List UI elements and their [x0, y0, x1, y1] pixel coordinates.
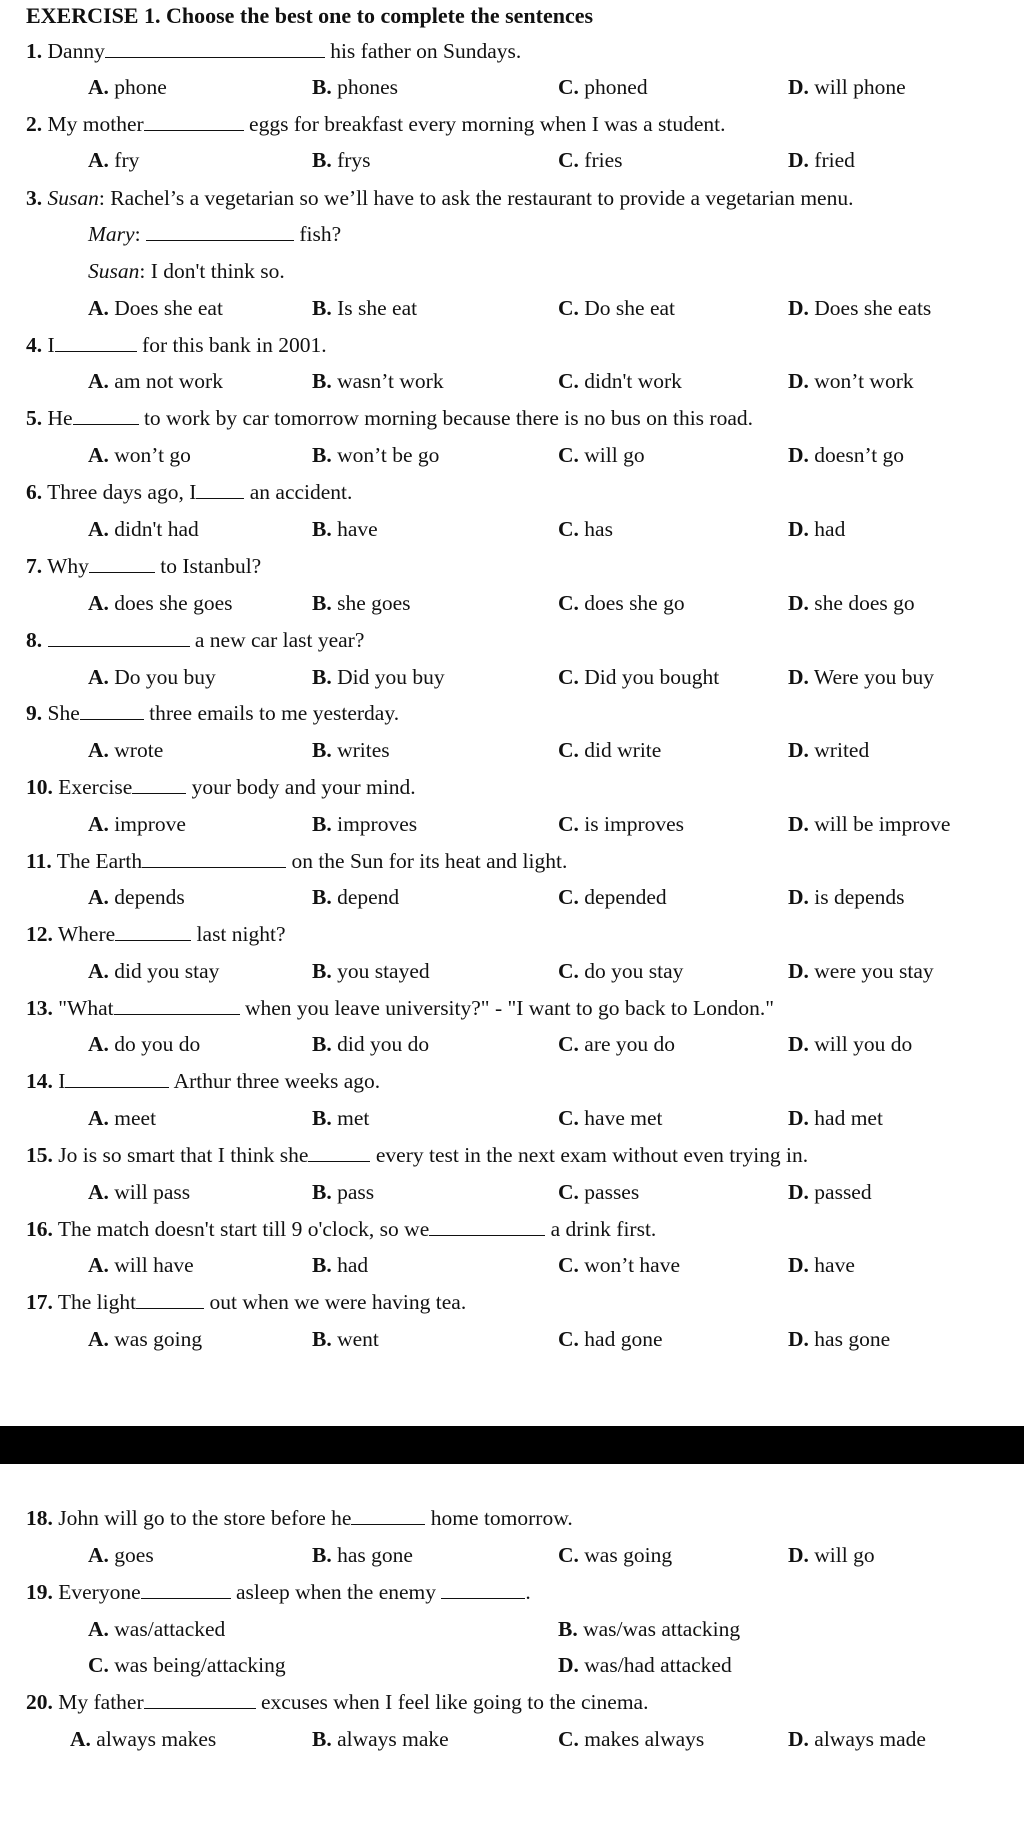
- option-a[interactable]: A. was/attacked: [88, 1617, 226, 1641]
- option-a[interactable]: A. will pass: [88, 1180, 191, 1204]
- answer-blank: [132, 775, 186, 794]
- option-b[interactable]: B. improves: [312, 812, 418, 836]
- question-text-before: Everyone: [58, 1580, 141, 1604]
- option-d[interactable]: D. has gone: [788, 1327, 891, 1351]
- option-b[interactable]: B. phones: [312, 75, 399, 99]
- option-c[interactable]: C. passes: [558, 1180, 640, 1204]
- option-c[interactable]: C. has: [558, 517, 613, 541]
- option-a[interactable]: A. wrote: [88, 738, 164, 762]
- option-a[interactable]: A. goes: [88, 1543, 154, 1567]
- option-d[interactable]: D. Does she eats: [788, 296, 932, 320]
- question-text-after: your body and your mind.: [191, 775, 416, 799]
- option-c[interactable]: C. is improves: [558, 812, 685, 836]
- option-b[interactable]: B. had: [312, 1253, 369, 1277]
- option-a[interactable]: A. will have: [88, 1253, 194, 1277]
- question-text-before: I: [47, 333, 55, 357]
- option-a[interactable]: A. do you do: [88, 1032, 201, 1056]
- answer-blank: [80, 701, 144, 720]
- question-number: 20.: [26, 1690, 53, 1714]
- option-c[interactable]: C. does she go: [558, 591, 685, 615]
- question-number: 2.: [26, 112, 43, 136]
- question-18: [26, 1505, 573, 1531]
- option-b[interactable]: B. frys: [312, 148, 371, 172]
- question-8: [26, 627, 364, 653]
- question-text-after: home tomorrow.: [430, 1506, 573, 1530]
- option-b[interactable]: B. Is she eat: [312, 296, 418, 320]
- option-d[interactable]: D. will phone: [788, 75, 906, 99]
- answer-blank: [144, 1690, 256, 1709]
- option-d[interactable]: D. were you stay: [788, 959, 934, 983]
- question-10: [26, 774, 416, 800]
- dialogue-text: : Rachel’s a vegetarian so we’ll have to ask the restaurant to provide a vegetarian menu.: [98, 186, 854, 210]
- question-text-after: for this bank in 2001.: [142, 333, 327, 357]
- question-text-before: Where: [57, 922, 116, 946]
- option-c[interactable]: C. have met: [558, 1106, 663, 1130]
- question-number: 19.: [26, 1580, 53, 1604]
- question-text-after: to Istanbul?: [160, 554, 262, 578]
- question-number: 18.: [26, 1506, 53, 1530]
- question-text-before: My mother: [47, 112, 144, 136]
- answer-blank: [441, 1580, 525, 1599]
- option-d[interactable]: D. won’t work: [788, 369, 914, 393]
- option-c[interactable]: C. depended: [558, 885, 667, 909]
- exercise-title: EXERCISE 1. Choose the best one to complete the sentences: [26, 3, 594, 28]
- answer-blank: [89, 554, 155, 573]
- question-text-after: out when we were having tea.: [209, 1290, 467, 1314]
- question-1: [26, 38, 521, 64]
- question-text-before: The light: [57, 1290, 137, 1314]
- option-a[interactable]: A. meet: [88, 1106, 157, 1130]
- speaker-name: Mary: [88, 222, 135, 246]
- question-number: 8.: [26, 628, 43, 652]
- question-number: 17.: [26, 1290, 53, 1314]
- question-text-after: when you leave university?" - "I want to go back to London.": [244, 996, 775, 1020]
- option-c[interactable]: C. didn't work: [558, 369, 682, 393]
- speaker-name: Susan: [88, 259, 140, 283]
- answer-blank: [308, 1143, 370, 1162]
- option-b[interactable]: B. pass: [312, 1180, 375, 1204]
- option-c[interactable]: C. Did you bought: [558, 665, 720, 689]
- option-d[interactable]: D. passed: [788, 1180, 872, 1204]
- option-a[interactable]: A. does she goes: [88, 591, 233, 615]
- answer-blank: [114, 996, 240, 1015]
- question-text-before: The match doesn't start till 9 o'clock, so we: [57, 1217, 430, 1241]
- option-a[interactable]: A. always makes: [70, 1727, 217, 1751]
- option-a[interactable]: A. phone: [88, 75, 167, 99]
- question-text-after: an accident.: [249, 480, 353, 504]
- option-d[interactable]: D. will be improve: [788, 812, 951, 836]
- option-a[interactable]: A. did you stay: [88, 959, 220, 983]
- option-b[interactable]: B. has gone: [312, 1543, 413, 1567]
- option-c[interactable]: C. makes always: [558, 1727, 705, 1751]
- question-3-line-2: Mary: fish?: [88, 222, 342, 246]
- answer-blank: [115, 922, 191, 941]
- question-text-before: She: [47, 701, 80, 725]
- option-b[interactable]: B. was/was attacking: [558, 1617, 741, 1641]
- answer-blank: [196, 480, 244, 499]
- option-c[interactable]: C. did write: [558, 738, 662, 762]
- question-11: [26, 848, 567, 874]
- option-b[interactable]: B. always make: [312, 1727, 449, 1751]
- page-divider-bar: [0, 1426, 1024, 1464]
- question-5: [26, 405, 753, 431]
- answer-blank: [142, 849, 286, 868]
- question-text-before: "What: [58, 996, 114, 1020]
- option-a[interactable]: A. fry: [88, 148, 140, 172]
- question-4: [26, 332, 327, 358]
- question-14: [26, 1068, 380, 1094]
- option-d[interactable]: D. will you do: [788, 1032, 913, 1056]
- dialogue-text: fish?: [299, 222, 342, 246]
- answer-blank: [65, 1069, 169, 1088]
- option-d[interactable]: D. was/had attacked: [558, 1653, 732, 1677]
- option-c[interactable]: C. had gone: [558, 1327, 663, 1351]
- question-text-after: his father on Sundays.: [330, 39, 522, 63]
- question-text-after: on the Sun for its heat and light.: [291, 849, 568, 873]
- question-text-before: Danny: [47, 39, 105, 63]
- option-d[interactable]: D. is depends: [788, 885, 905, 909]
- option-d[interactable]: D. had met: [788, 1106, 883, 1130]
- answer-blank: [55, 333, 137, 352]
- question-text-before: My father: [58, 1690, 144, 1714]
- option-b[interactable]: B. went: [312, 1327, 379, 1351]
- answer-blank: [48, 628, 190, 647]
- question-text-before: He: [47, 406, 73, 430]
- option-a[interactable]: A. was going: [88, 1327, 203, 1351]
- question-20: [26, 1689, 648, 1715]
- option-d[interactable]: D. will go: [788, 1543, 875, 1567]
- question-6: [26, 479, 352, 505]
- option-c[interactable]: C. phoned: [558, 75, 648, 99]
- question-text-after: .: [525, 1580, 531, 1604]
- option-b[interactable]: B. have: [312, 517, 378, 541]
- question-text-after: to work by car tomorrow morning because there is no bus on this road.: [143, 406, 753, 430]
- question-13: [26, 995, 774, 1021]
- option-a[interactable]: A. Does she eat: [88, 296, 223, 320]
- option-c[interactable]: C. will go: [558, 443, 645, 467]
- question-text-before: Jo is so smart that I think she: [58, 1143, 309, 1167]
- answer-blank: [141, 1580, 231, 1599]
- question-text-middle: asleep when the enemy: [236, 1580, 437, 1604]
- option-c[interactable]: C. fries: [558, 148, 623, 172]
- question-text-before: I: [58, 1069, 66, 1093]
- option-d[interactable]: D. doesn’t go: [788, 443, 905, 467]
- answer-blank: [429, 1217, 545, 1236]
- question-19: [26, 1579, 531, 1605]
- option-b[interactable]: B. Did you buy: [312, 665, 445, 689]
- question-text-after: every test in the next exam without even trying in.: [375, 1143, 809, 1167]
- option-a[interactable]: A. depends: [88, 885, 185, 909]
- question-2: [26, 111, 725, 137]
- option-b[interactable]: B. she goes: [312, 591, 411, 615]
- question-text-after: eggs for breakfast every morning when I was a student.: [249, 112, 726, 136]
- question-text-before: Three days ago, I: [47, 480, 197, 504]
- question-9: [26, 700, 399, 726]
- question-3: [26, 185, 853, 211]
- option-c[interactable]: C. are you do: [558, 1032, 676, 1056]
- option-a[interactable]: A. won’t go: [88, 443, 191, 467]
- question-number: 4.: [26, 333, 43, 357]
- option-c[interactable]: C. was going: [558, 1543, 673, 1567]
- question-7: [26, 553, 261, 579]
- question-text-before: Why: [47, 554, 89, 578]
- option-c[interactable]: C. Do she eat: [558, 296, 676, 320]
- answer-blank: [136, 1290, 204, 1309]
- option-a[interactable]: A. Do you buy: [88, 665, 216, 689]
- question-15: [26, 1142, 808, 1168]
- question-3-line-3: [88, 258, 285, 284]
- option-b[interactable]: B. did you do: [312, 1032, 430, 1056]
- question-number: 16.: [26, 1217, 53, 1241]
- option-d[interactable]: D. she does go: [788, 591, 915, 615]
- option-a[interactable]: A. improve: [88, 812, 186, 836]
- option-d[interactable]: D. have: [788, 1253, 855, 1277]
- question-text-after: excuses when I feel like going to the cinema.: [261, 1690, 649, 1714]
- question-number: 9.: [26, 701, 43, 725]
- question-number: 10.: [26, 775, 53, 799]
- answer-blank: [144, 112, 244, 131]
- question-16: [26, 1216, 656, 1242]
- question-17: [26, 1289, 466, 1315]
- question-number: 15.: [26, 1143, 53, 1167]
- option-d[interactable]: D. Were you buy: [788, 665, 934, 689]
- option-b[interactable]: B. depend: [312, 885, 400, 909]
- question-text-before: Exercise: [58, 775, 133, 799]
- option-b[interactable]: B. wasn’t work: [312, 369, 444, 393]
- option-a[interactable]: A. am not work: [88, 369, 223, 393]
- option-d[interactable]: D. had: [788, 517, 846, 541]
- question-number: 5.: [26, 406, 43, 430]
- option-c[interactable]: C. do you stay: [558, 959, 684, 983]
- answer-blank: [351, 1506, 425, 1525]
- question-text-before: The Earth: [56, 849, 143, 873]
- question-text-after: Arthur three weeks ago.: [173, 1069, 381, 1093]
- option-a[interactable]: A. didn't had: [88, 517, 199, 541]
- question-text-before: John will go to the store before he: [58, 1506, 352, 1530]
- question-text-after: a drink first.: [550, 1217, 657, 1241]
- answer-blank: [105, 39, 325, 58]
- option-b[interactable]: B. met: [312, 1106, 370, 1130]
- question-number: 12.: [26, 922, 53, 946]
- answer-blank: [73, 406, 139, 425]
- question-12: [26, 921, 286, 947]
- question-number: 13.: [26, 996, 53, 1020]
- question-number: 6.: [26, 480, 43, 504]
- question-number: 7.: [26, 554, 43, 578]
- question-text-after: three emails to me yesterday.: [149, 701, 400, 725]
- question-text-after: a new car last year?: [194, 628, 365, 652]
- question-text-after: last night?: [196, 922, 286, 946]
- question-number: 3.: [26, 186, 43, 210]
- question-number: 14.: [26, 1069, 53, 1093]
- speaker-name: Susan: [47, 186, 99, 210]
- option-d[interactable]: D. always made: [788, 1727, 926, 1751]
- option-b[interactable]: B. won’t be go: [312, 443, 440, 467]
- option-d[interactable]: D. writed: [788, 738, 870, 762]
- answer-blank: [146, 222, 294, 241]
- option-c[interactable]: C. won’t have: [558, 1253, 681, 1277]
- option-b[interactable]: B. you stayed: [312, 959, 430, 983]
- question-number: 11.: [26, 849, 52, 873]
- dialogue-text: : I don't think so.: [139, 259, 285, 283]
- option-c[interactable]: C. was being/attacking: [88, 1653, 286, 1677]
- question-number: 1.: [26, 39, 43, 63]
- option-b[interactable]: B. writes: [312, 738, 390, 762]
- option-d[interactable]: D. fried: [788, 148, 855, 172]
